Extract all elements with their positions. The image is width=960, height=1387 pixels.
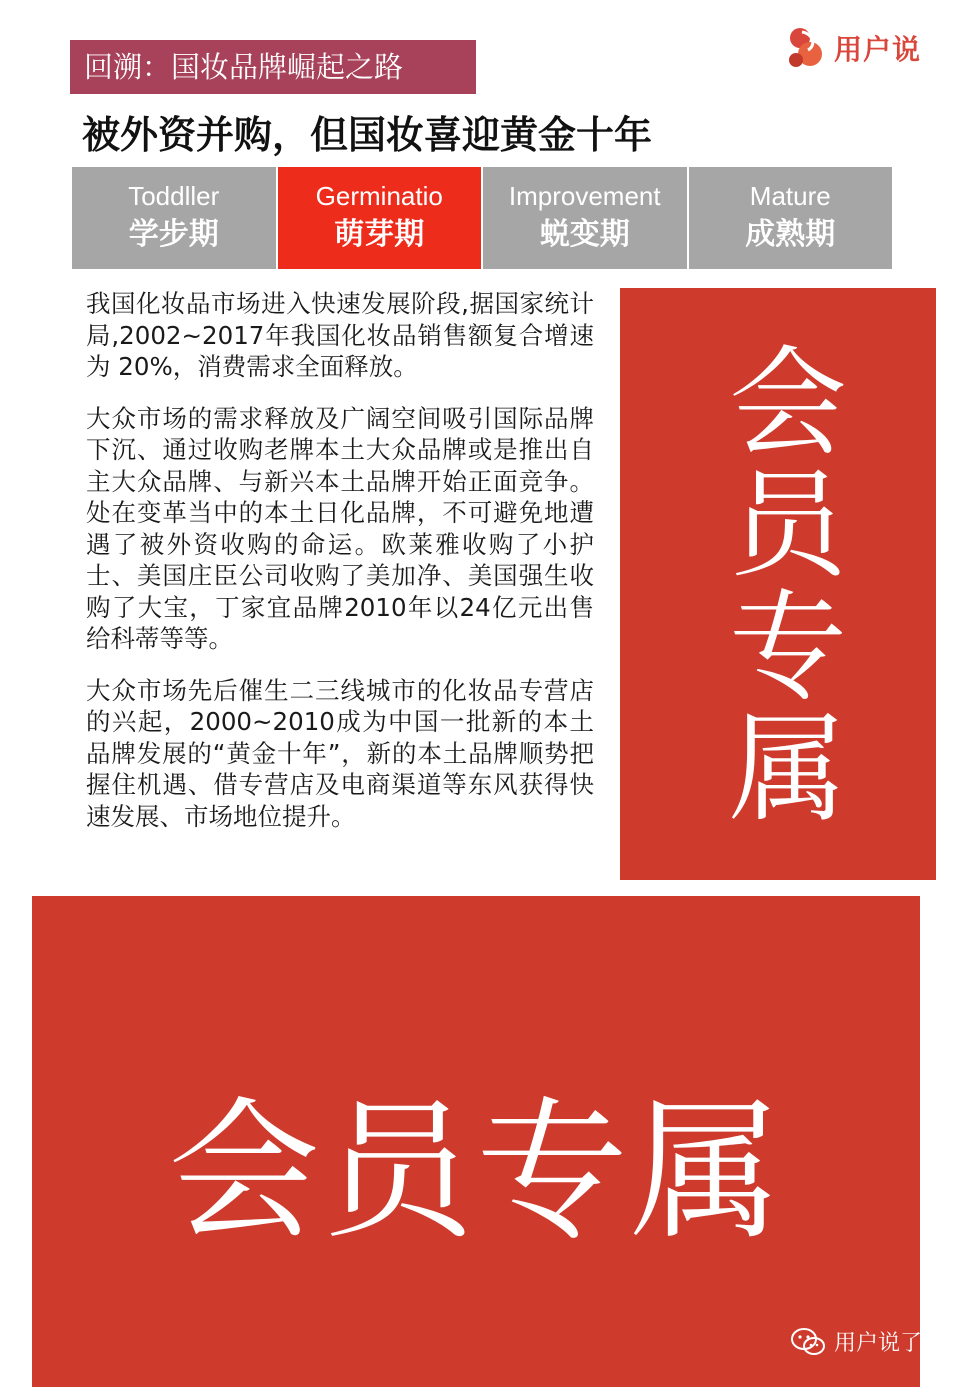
stage-en-label: Mature <box>749 181 831 211</box>
stage-en-label: Germinatio <box>315 181 443 211</box>
stage-tab-mature <box>689 167 893 269</box>
wechat-watermark <box>790 1326 922 1357</box>
member-only-label: 会员专属 <box>168 1082 784 1260</box>
stage-cn-label: 蜕变期 <box>539 217 630 252</box>
section-tag: 回溯：国妆品牌崛起之路 <box>70 40 476 94</box>
member-only-overlay-wide <box>32 896 923 1387</box>
stage-cn-label: 成熟期 <box>745 217 836 252</box>
member-only-label: 会员专属 <box>709 340 847 828</box>
paragraph: 大众市场的需求释放及广阔空间吸引国际品牌下沉、通过收购老牌本土大众品牌或是推出自主大众品牌、与新兴本土品牌开始正面竞争。处在变革当中的本土日化品牌，不可避免地遭遇了被外资收购的命运。欧莱雅收购了小护士、美国庄臣公司收购了美加净、美国强生收购了大宝，丁家宜品牌2010年以24亿元出售给科蒂等等。 <box>86 403 594 653</box>
brand-logo <box>784 24 921 72</box>
stage-tab-toddler <box>72 167 276 269</box>
paragraph: 我国化妆品市场进入快速发展阶段,据国家统计局,2002~2017年我国化妆品销售额复合增速为 20%，消费需求全面释放。 <box>86 289 594 381</box>
stage-cn-label: 萌芽期 <box>334 217 425 252</box>
stage-tab-improvement <box>483 167 687 269</box>
page-title: 被外资并购，但国妆喜迎黄金十年 <box>82 113 653 157</box>
stage-tabs <box>72 167 892 269</box>
wechat-account-name: 用户说了 <box>834 1331 923 1356</box>
wechat-icon <box>790 1327 826 1357</box>
brand-logo-icon <box>784 24 828 72</box>
paragraph: 大众市场先后催生二三线城市的化妆品专营店的兴起，2000~2010成为中国一批新的本土品牌发展的“黄金十年”，新的本土品牌顺势把握住机遇、借专营店及电商渠道等东风获得快速发展、市场地位提升。 <box>86 675 594 831</box>
member-only-overlay-vertical <box>620 288 936 880</box>
stage-tab-germination <box>278 167 482 269</box>
brand-logo-text: 用户说 <box>834 33 922 66</box>
stage-en-label: Improvement <box>508 181 661 211</box>
article-body <box>86 288 594 892</box>
stage-en-label: Toddller <box>128 181 220 211</box>
stage-cn-label: 学步期 <box>128 217 219 252</box>
